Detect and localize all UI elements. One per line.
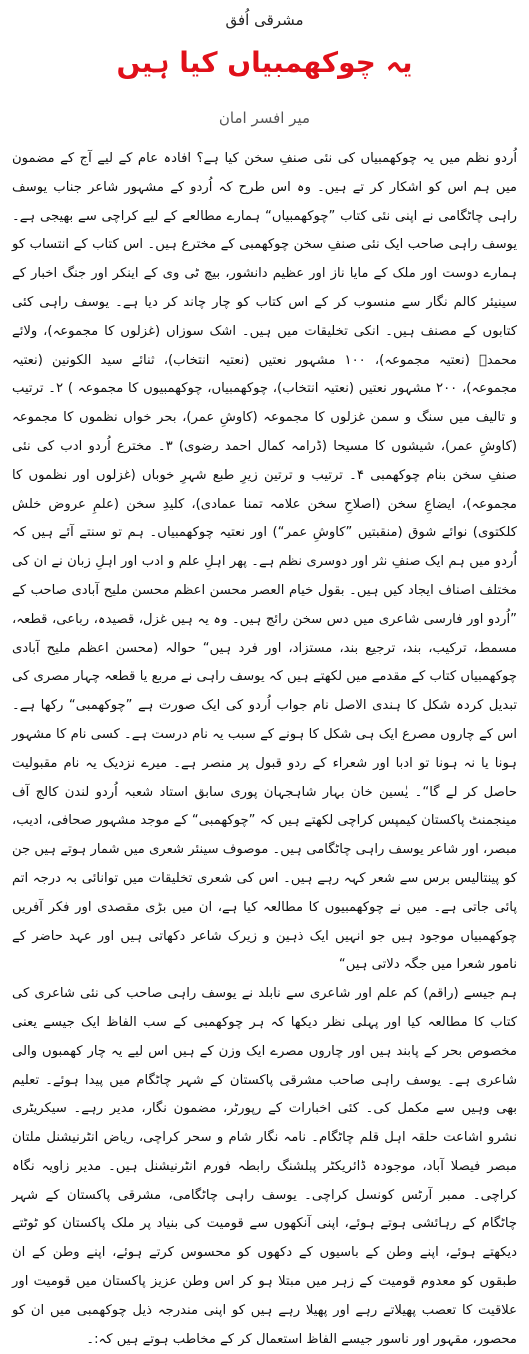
article-header	[0, 0, 529, 128]
body-paragraph-2: ہم جیسے (راقم) کم علم اور شاعری سے نابلد نے یوسف راہی صاحب کی نئی شاعری کی کتاب کا مطالعہ کیا اور پہلی نظر دیکھا کہ ہر چوکھمبی کے سب الفاظ ایک جیسے یعنی مخصوص بحر کے پابند ہیں اور چاروں مصرے ایک وزن کے ہیں اس لیے یہ چار کھمبوں والی شاعری ہے۔ یوسف راہی صاحب مشرقی پاکستان کے شہر چاٹگام میں پیدا ہوئے۔ تعلیم بھی وہیں سے مکمل کی۔ کئی اخبارات کے رپورٹر، مضمون نگار، مدیر رہے۔ سیکریٹری نشرو اشاعت حلقہ اہل قلم چاٹگام۔ نامہ نگار شام و سحر کراچی، ریاض انٹرنیشنل ملتان مبصر فیصلا آباد، موجودہ ڈائریکٹر پبلشنگ رابطہ فورم انٹرنیشنل ہیں۔ مدیر زاویہ نگاہ کراچی۔ ممبر آرٹس کونسل کراچی۔ یوسف راہی چاٹگامی، مشرقی پاکستان کے شہر چاٹگام کے رہائشی ہوتے ہوئے، اپنی آنکھوں سے قومیت کی بنیاد پر ملک پاکستان کو ٹوٹتے دیکھتے ہوئے، اپنے وطن کے باسیوں کے دکھوں کو محسوس کرتے ہوئے، اپنے وطن کے ان طبقوں کو معدوم قومیت کے زہر میں مبتلا ہو کر اس وطن عزیز پاکستان میں قومیت اور علاقیت کا تعصب پھیلاتے رہے اور پھیلا رہے ہیں کو اپنی مندرجہ ذیل چوکھمبی میں ان کو محصور، مقہور اور ناسور جیسے الفاظ استعمال کر کے مخاطب ہوتے ہیں کہ:۔	[12, 986, 517, 1347]
article-body	[12, 145, 518, 1347]
article-title: یہ چوکھمبیاں کیا ہیں	[116, 46, 413, 79]
body-paragraph-1: اُردو نظم میں یہ چوکھمبیاں کی نئی صنفِ سخن کیا ہے؟ افادہ عام کے لیے آج کے مضمون میں ہم اس کو اشکار کر تے ہیں۔ وہ اس طرح کہ اُردو کے مشہور شاعر جناب یوسف راہی چاٹگامی نے اپنی نئی کتاب ”چوکھمبیاں“ ہمارے مطالعے کے لیے کراچی سے بھیجی ہے۔ یوسف راہی صاحب ایک نئی صنفِ سخن چوکھمبی کے مخترع ہیں۔ اس کتاب کے انتساب کو ہمارے دوست اور ملک کے مایا ناز اور عظیم دانشور، بیچ ٹی وی کے اینکر اور جنگ اخبار کے سینیئر کالم نگار سے منسوب کر کے اس کتاب کو چار چاند کر دیا ہے۔ یوسف راہی کئی کتابوں کے مصنف ہیں۔ انکی تخلیقات میں ہیں۔ اشک سوزاں (غزلوں کا مجموعہ)، ولائے محمدؐ (نعتیہ مجموعہ)، ۱۰۰ مشہور نعتیں (نعتیہ انتخاب)، ثنائے سید الکونین (نعتیہ مجموعہ)، ۲۰۰ مشہور نعتیں (نعتیہ انتخاب)، چوکھمبیاں، چوکھمبیوں کا مجموعہ ) ۲۔ ترتیب و تالیف میں سنگ و سمن غزلوں کا مجموعہ (کاوشِ عمر)، بحر خواں نظموں کا مجموعہ (کاوشِ عمر)، شیشوں کا مسیحا (ڈرامہ کمال احمد رضوی) ۳۔ مخترع اُردو ادب کی نئی صنفِ سخن بنام چوکھمبی ۴۔ ترتیب و ترتین زیرِ طبع شہرِ خوباں (غزلوں اور نظموں کا مجموعہ)، ایضاعِ سخن (اصلاحِ سخن علامہ تمنا عمادی)، کلیدِ سخن (علمِ عروض خلش کلکتوی) نوائے شوق (منقبتیں ”کاوشِ عمر“) اور نعتیہ چوکھمبیاں۔ ہم تو سنتے آئے ہیں کہ اُردو میں ہم ایک صنفِ نثر اور دوسری نظم ہے۔ پھر اہلِ علم و ادب اور اہلِ زبان نے ان کی مختلف اصناف ایجاد کیں ہیں۔ بقول خیام العصر محسن اعظم محسن ملیح آبادی صاحب کے ”اُردو اور فارسی شاعری میں دس سخن رائج ہیں۔ وہ یہ ہیں غزل، قصیدہ، رباعی، قطعہ، مسمط، ترکیب، بند، ترجیع بند، مستزاد، اور فرد ہیں“ حوالہ (محسن اعظم ملیح آبادی چوکھمبیاں کتاب کے مقدمے میں لکھتے ہیں کہ یوسف راہی نے مربع یا قطعہ چہار مصری کی تبدیل کردہ شکل کا ہندی الاصل نام جواب اُردو کی ایک صورت ہے ”چوکھمبی“ رکھا ہے۔ اس کے چاروں مصرع ایک ہی شکل کا ہونے کے سبب یہ نام درست ہے۔ کسی نام کا مشہور ہونا یا نہ ہونا تو ادبا اور شعراء کے ردو قبول پر منصر ہے۔ میرے نزدیک یہ نام مقبولیت حاصل کر لے گا“۔ یٰسین خان بہار شاہجہان پوری سابق استاد شعبہ اُردو لندن کالج آف مینجمنٹ پاکستان کیمپس کراچی لکھتے ہیں کہ ”چوکھمبی“ کے موجد مشہور صحافی، ادیب، مبصر، اور شاعر یوسف راہی چاٹگامی ہیں۔ موصوف سینئر شعری میں شمار ہوتے ہیں جن کو پینتالیس برس سے شعر کہہ رہے ہیں۔ اس کی شعری تخلیقات میں توانائی بہ درجہ اتم پائی جاتی ہے۔ میں نے چوکھمبیوں کا مطالعہ کیا ہے، ان میں بڑی مقصدی اور فکر آفریں چوکھمبیاں موجود ہیں جو انہیں ایک ذہین و زیرک شاعر دکھاتی ہیں اور عہد حاضر کے نامور شعرا میں جگہ دلاتی ہیں“	[12, 151, 518, 973]
column-name: مشرقی اُفق	[225, 11, 304, 29]
author-name: میر افسر امان	[218, 109, 311, 127]
